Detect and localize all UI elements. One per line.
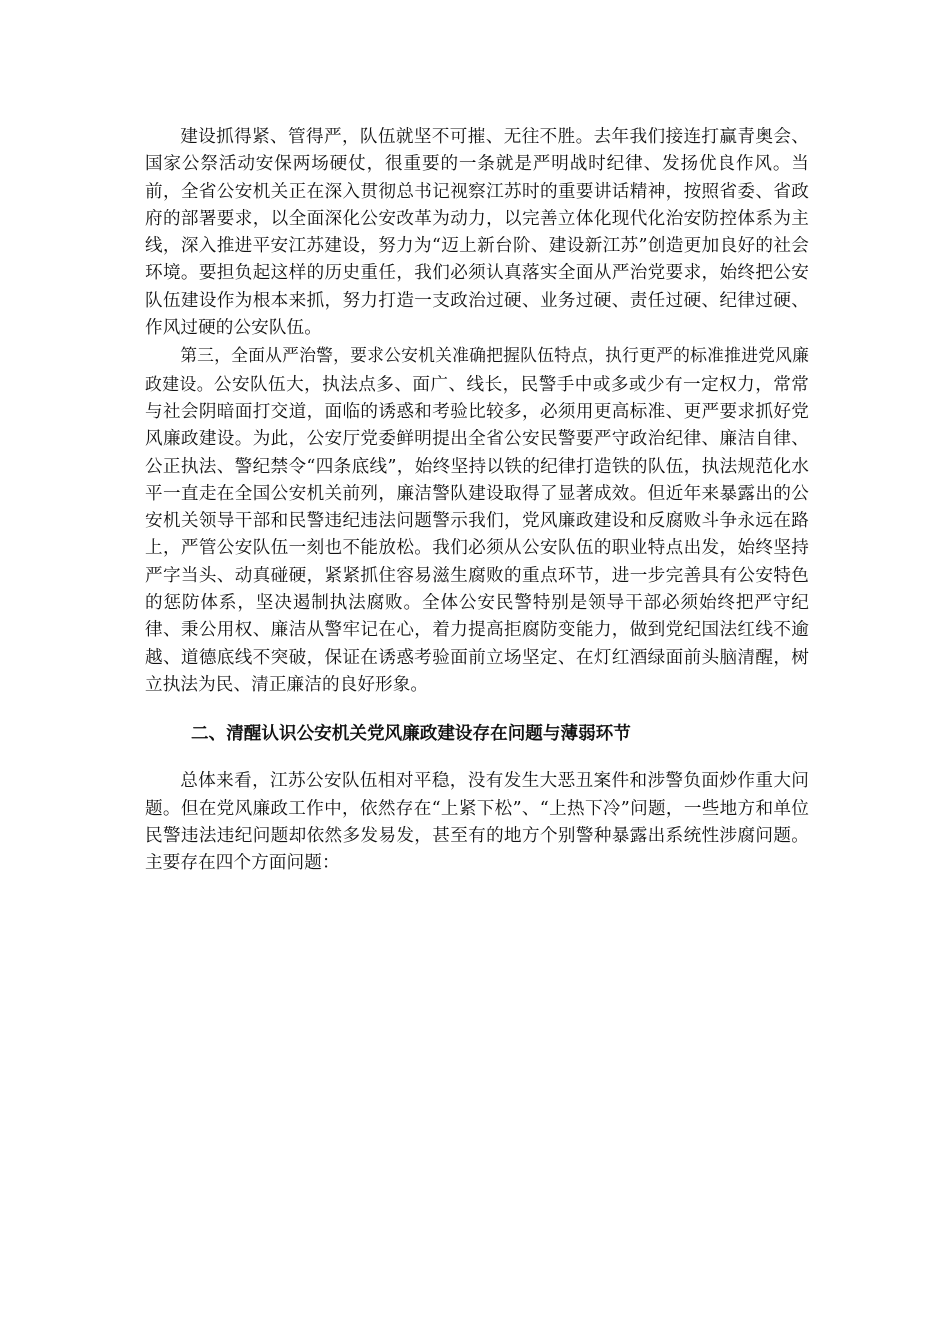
paragraph-2-lead: 第三，全面从严治警，要求公安机关准确把握队伍特点，执行更严的标准推进党风廉政建设。	[145, 345, 809, 394]
closing-paragraph: 总体来看，江苏公安队伍相对平稳，没有发生大恶丑案件和涉警负面炒作重大问题。但在党风廉政工作中，依然存在“上紧下松”、“上热下冷”问题，一些地方和单位民警违法违纪问题却依然多发易发，甚至有的地方个别警种暴露出系统性涉腐问题。主要存在四个方面问题：	[145, 771, 809, 874]
section-heading: 二、清醒认识公安机关党风廉政建设存在问题与薄弱环节	[191, 724, 631, 745]
document-page	[145, 124, 809, 877]
paragraph-2-body: 公安队伍大，执法点多、面广、线长，民警手中或多或少有一定权力，常常与社会阴暗面打交道，面临的诱惑和考验比较多，必须用更高标准、更严要求抓好党风廉政建设。为此，公安厅党委鲜明提出全省公安民警要严守政治纪律、廉洁自律、公正执法、警纪禁令“四条底线”，始终坚持以铁的纪律打造铁的队伍，执法规范化水平一直走在全国公安机关前列，廉洁警队建设取得了显著成效。但近年来暴露出的公安机关领导干部和民警违纪违法问题警示我们，党风廉政建设和反腐败斗争永远在路上，严管公安队伍一刻也不能放松。我们必须从公安队伍的职业特点出发，始终坚持严字当头、动真碰硬，紧紧抓住容易滋生腐败的重点环节，进一步完善具有公安特色的惩防体系，坚决遏制执法腐败。全体公安民警特别是领导干部必须始终把严守纪律、秉公用权、廉洁从警牢记在心，着力提高拒腐防变能力，做到党纪国法红线不逾越、道德底线不突破，保证在诱惑考验面前立场坚定、在灯红酒绿面前头脑清醒，树立执法为民、清正廉洁的良好形象。	[145, 374, 809, 695]
body-paragraph-1: 建设抓得紧、管得严，队伍就坚不可摧、无往不胜。去年我们接连打赢青奥会、国家公祭活动安保两场硬仗，很重要的一条就是严明战时纪律、发扬优良作风。当前，全省公安机关正在深入贯彻总书记视察江苏时的重要讲话精神，按照省委、省政府的部署要求，以全面深化公安改革为动力，以完善立体化现代化治安防控体系为主线，深入推进平安江苏建设，努力为“迈上新台阶、建设新江苏”创造更加良好的社会环境。要担负起这样的历史重任，我们必须认真落实全面从严治党要求，始终把公安队伍建设作为根本来抓，努力打造一支政治过硬、业务过硬、责任过硬、纪律过硬、作风过硬的公安队伍。	[145, 127, 809, 339]
body-paragraph-2	[145, 342, 809, 699]
